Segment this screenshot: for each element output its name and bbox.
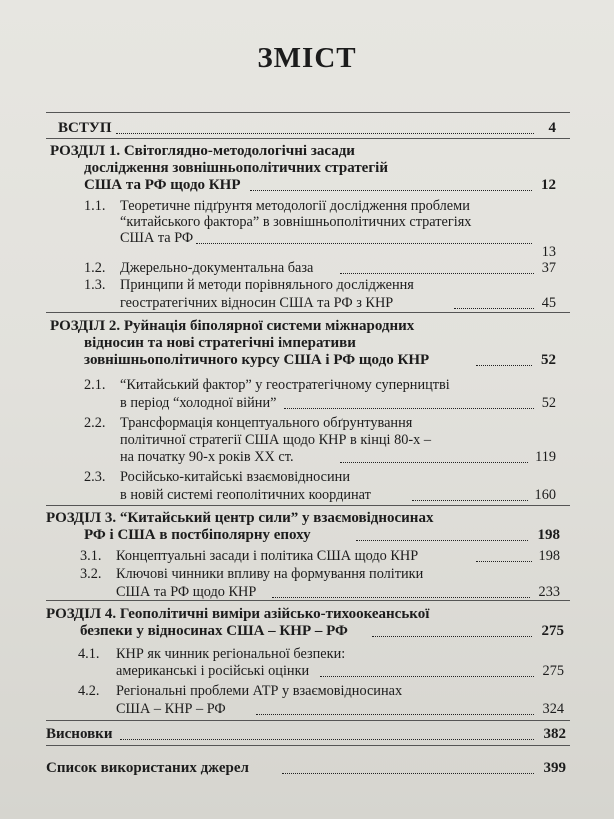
divider: [46, 138, 570, 139]
leader-dots: [412, 480, 528, 501]
toc-entry-section-3[interactable]: РОЗДІЛ 3. “Китайський центр сили” у взаємовідносинах: [46, 510, 434, 526]
leader-dots: [454, 288, 534, 309]
leader-dots: [282, 753, 534, 774]
leader-dots: [284, 388, 534, 409]
toc-entry-section-1[interactable]: РОЗДІЛ 1. Світоглядно-методологічні засади: [50, 143, 355, 159]
leader-dots: [476, 345, 532, 366]
leader-dots: [476, 541, 532, 562]
toc-entry-section-2[interactable]: РОЗДІЛ 2. Руйнація біполярної системи міжнародних: [50, 318, 415, 334]
toc-entry-section-4[interactable]: РОЗДІЛ 4. Геополітичні виміри азійсько-тихоокеанської: [46, 606, 430, 622]
toc-entry-4-2-line: США – КНР – РФ 324: [0, 699, 614, 719]
toc-entry-section-2-line: відносин та нові стратегічні імперативи: [84, 335, 356, 351]
leader-dots: [116, 113, 534, 134]
leader-dots: [372, 616, 532, 637]
toc-entry-4-2[interactable]: 4.2. Регіональні проблеми АТР у взаємовідносинах: [78, 683, 403, 699]
leader-dots: [356, 520, 528, 541]
toc-entry-1-3[interactable]: 1.3. Принципи й методи порівняльного дослідження: [84, 277, 414, 293]
toc-entry-section-4-line: безпеки у відносинах США – КНР – РФ 275: [0, 621, 614, 641]
divider: [46, 312, 570, 313]
toc-entry-section-1-line: дослідження зовнішньополітичних стратегій: [84, 160, 388, 176]
leader-dots: [120, 719, 534, 740]
toc-entry-section-1-line: США та РФ щодо КНР 12: [0, 175, 614, 195]
toc-entry-4-1[interactable]: 4.1. КНР як чинник регіональної безпеки:: [78, 646, 346, 662]
toc-entry-1-1-page: 13: [541, 244, 556, 260]
leader-dots: [340, 253, 534, 274]
toc-entry-2-2[interactable]: 2.2. Трансформація концептуального обґрунтування: [84, 415, 413, 431]
divider: [46, 745, 570, 746]
toc-entry-2-2-line: на початку 90-х років ХХ ст. 119: [0, 447, 614, 467]
toc-entry-1-1[interactable]: 1.1. Теоретичне підґрунтя методології дослідження проблеми: [84, 198, 470, 214]
leader-dots: [340, 442, 528, 463]
leader-dots: [256, 694, 534, 715]
toc-entry-4-1-line: американські і російські оцінки 275: [0, 661, 614, 681]
toc-entry-1-1-line: “китайського фактора” в зовнішньополітичних стратегіях: [120, 214, 472, 230]
toc-entry-2-2-line: політичної стратегії США щодо КНР в кінці 80-х –: [120, 432, 432, 448]
leader-dots: [320, 656, 534, 677]
toc-entry-1-1-line: США та РФ: [0, 228, 614, 248]
toc-entry-2-3[interactable]: 2.3. Російсько-китайські взаємовідносини: [84, 469, 350, 485]
toc-entry-section-2-line: зовнішньополітичного курсу США і РФ щодо КНР 52: [0, 350, 614, 370]
toc-entry-2-1-line: в період “холодної війни” 52: [0, 393, 614, 413]
toc-entry-3-2-line: США та РФ щодо КНР 233: [0, 582, 614, 602]
leader-dots: [196, 223, 532, 244]
toc-entry-conclusions[interactable]: Висновки 382: [0, 724, 614, 744]
toc-entry-2-3-line: в новій системі геополітичних координат 160: [0, 485, 614, 505]
toc-entry-1-2[interactable]: 1.2. Джерельно-документальна база 37: [0, 258, 614, 278]
leader-dots: [250, 170, 532, 191]
toc-entry-references[interactable]: Список використаних джерел 399: [0, 758, 614, 778]
toc-entry-intro[interactable]: ВСТУП 4: [0, 118, 614, 138]
toc-entry-section-3-line: РФ і США в постбіполярну епоху 198: [0, 525, 614, 545]
toc-entry-3-2[interactable]: 3.2. Ключові чинники впливу на формування політики: [80, 566, 424, 582]
page-title: ЗМІСТ: [257, 42, 357, 74]
divider: [46, 505, 570, 506]
toc-entry-3-1[interactable]: 3.1. Концептуальні засади і політика США щодо КНР 198: [0, 546, 614, 566]
toc-entry-2-1[interactable]: 2.1. “Китайський фактор” у геостратегічному суперництві: [84, 377, 450, 393]
toc-entry-1-3-line: геостратегічних відносин США та РФ з КНР 45: [0, 293, 614, 313]
